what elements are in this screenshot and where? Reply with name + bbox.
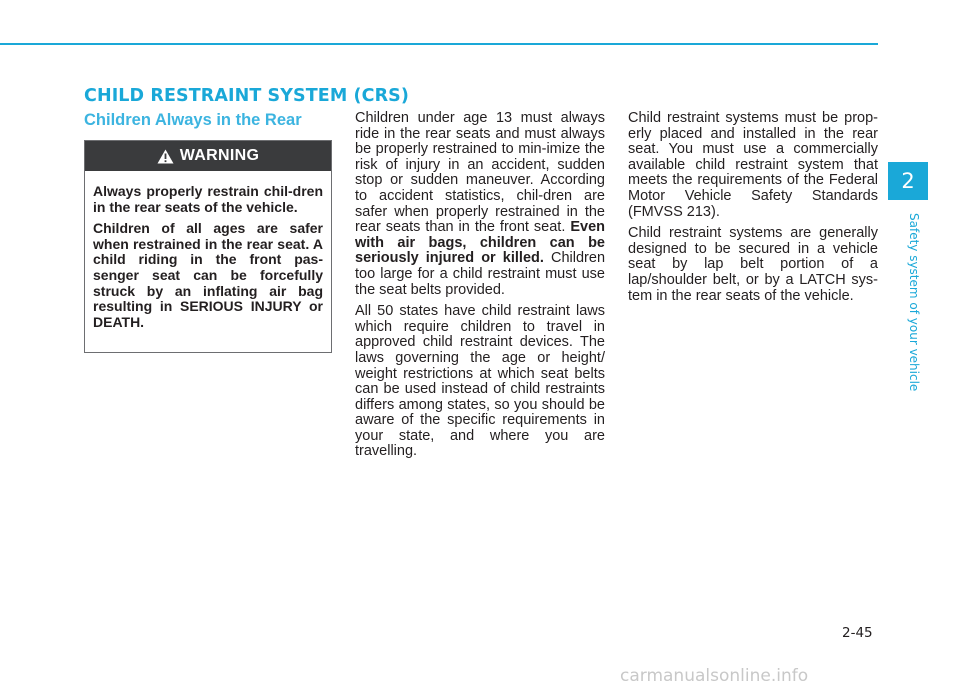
subheading: Children Always in the Rear (84, 111, 302, 129)
chapter-title: Safety system of your vehicle (907, 213, 921, 392)
column2-paragraph-2: Child restraint systems are generally designed to be secured in a vehicle seat by lap belt portion of a lap/shoulder belt, or by a LATCH sys-tem in the rear seats of the vehicle. (628, 225, 878, 304)
column1-p1-start: Children under age 13 must always ride in the rear seats and must always be properly restrained to min-imize the risk of injury in an accident, sudden stop or sudden maneuver. According to accident statistics, chil-dren are safer when properly restrained in the rear seats than in the front seat. (355, 110, 605, 236)
column1-p1-bold: Even with air bags, children can be seriously injured or killed. (355, 219, 605, 267)
chapter-tab (888, 162, 928, 200)
body-column-2 (628, 111, 878, 310)
top-rule (0, 43, 878, 45)
warning-box (84, 140, 332, 353)
warning-paragraph: Always properly restrain chil-dren in the rear seats of the vehicle. (93, 183, 323, 215)
column1-p1-end: Children too large for a child restraint must use the seat belts provided. (355, 250, 606, 298)
column2-paragraph-1: Child restraint systems must be prop-erly placed and installed in the rear seat. You must use a commercially available child restraint system that meets the requirements of the Federal Motor Vehicle Safety Standards (FMVSS 213). (628, 110, 878, 220)
watermark[interactable]: carmanualsonline.info (620, 666, 809, 686)
column1-paragraph-1 (355, 111, 605, 298)
page-number: 2-45 (842, 625, 873, 641)
warning-header (85, 141, 331, 171)
warning-paragraph: Children of all ages are safer when restrained in the rear seat. A child riding in the front pas-senger seat can be forcefully struck by an inflating air bag resulting in SERIOUS INJURY or DEATH. (93, 220, 323, 330)
column1-paragraph-2: All 50 states have child restraint laws which require children to travel in approved child restraint devices. The laws governing the age or height/ weight restrictions at which seat belts can be used instead of child restraints differs among states, so you should be aware of the specific requirements in your state, and where you are travelling. (355, 303, 605, 460)
warning-body (85, 171, 331, 330)
chapter-number: 2 (901, 169, 915, 193)
body-column-1 (355, 111, 605, 466)
section-title: CHILD RESTRAINT SYSTEM (CRS) (84, 86, 409, 106)
warning-triangle-icon (157, 149, 174, 164)
warning-title: WARNING (179, 147, 260, 164)
